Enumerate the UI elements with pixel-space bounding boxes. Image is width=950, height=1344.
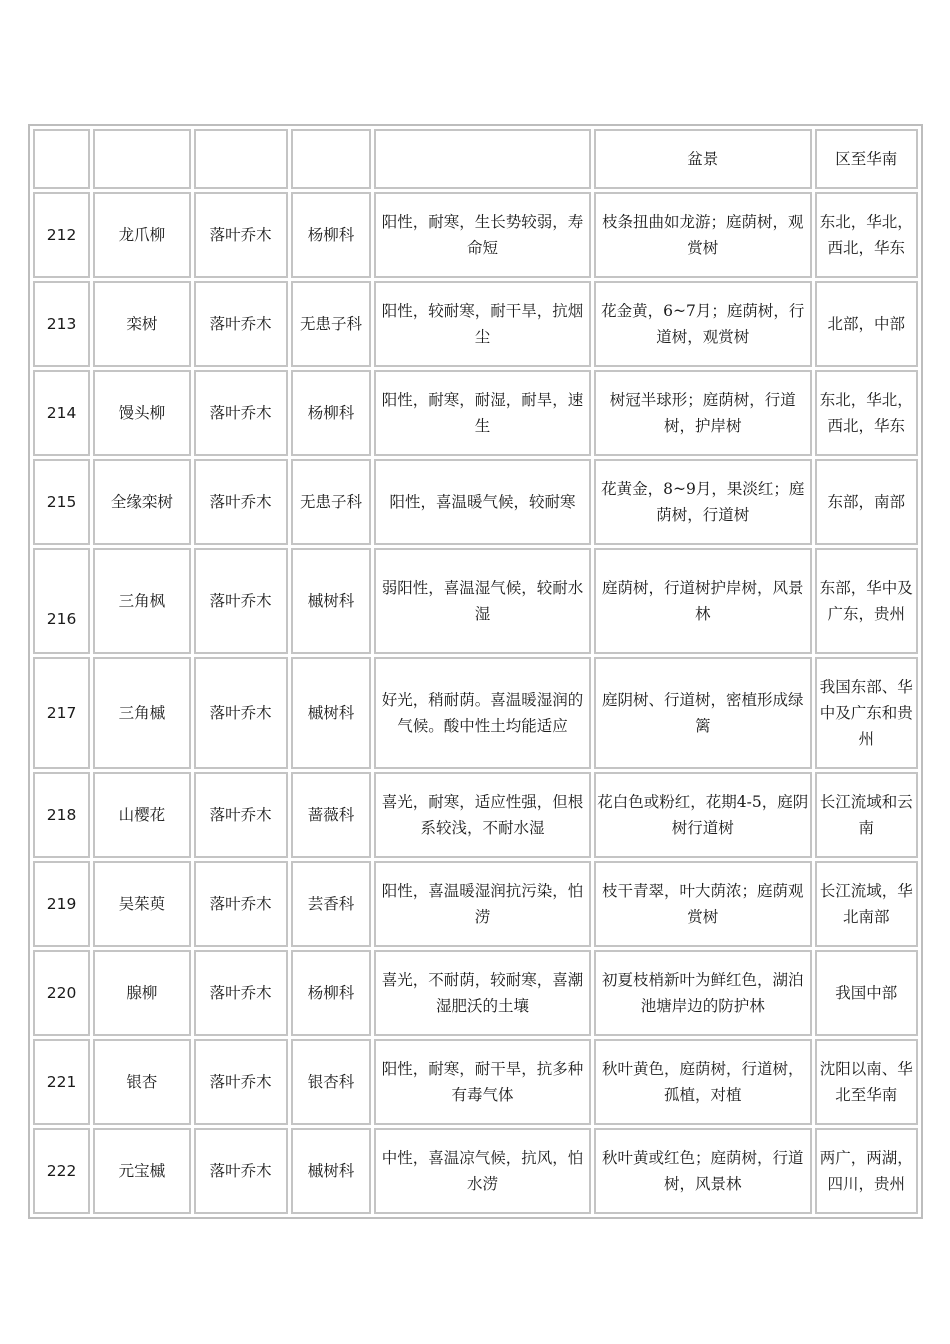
plant-name: 龙爪柳: [93, 192, 190, 278]
plant-table-page: [28, 124, 923, 1219]
plant-use: 花金黄，6~7月；庭荫树，行道树，观赏树: [594, 281, 812, 367]
plant-type: 落叶乔木: [194, 459, 288, 545]
plant-table: [28, 124, 923, 1219]
plant-region: 我国中部: [815, 950, 918, 1036]
header-cell-number: [33, 129, 90, 189]
table-row: [33, 192, 918, 278]
row-number: 212: [33, 192, 90, 278]
plant-habit: 喜光，耐寒，适应性强，但根系较浅，不耐水湿: [374, 772, 591, 858]
row-number: 214: [33, 370, 90, 456]
plant-type: 落叶乔木: [194, 192, 288, 278]
plant-use: 秋叶黄或红色；庭荫树，行道树，风景林: [594, 1128, 812, 1214]
header-cell-use: 盆景: [594, 129, 812, 189]
plant-habit: 中性，喜温凉气候，抗风，怕水涝: [374, 1128, 591, 1214]
plant-type: 落叶乔木: [194, 950, 288, 1036]
plant-region: 我国东部、华中及广东和贵州: [815, 657, 918, 769]
plant-family: 芸香科: [291, 861, 371, 947]
plant-region: 东北，华北，西北，华东: [815, 370, 918, 456]
plant-use: 树冠半球形；庭荫树，行道树，护岸树: [594, 370, 812, 456]
header-cell-family: [291, 129, 371, 189]
table-row: [33, 950, 918, 1036]
row-number: 219: [33, 861, 90, 947]
plant-use: 庭荫树，行道树护岸树，风景林: [594, 548, 812, 654]
plant-name: 栾树: [93, 281, 190, 367]
plant-use: 初夏枝梢新叶为鲜红色，湖泊池塘岸边的防护林: [594, 950, 812, 1036]
plant-habit: 阳性，耐寒，耐湿，耐旱，速生: [374, 370, 591, 456]
plant-type: 落叶乔木: [194, 861, 288, 947]
plant-region: 北部，中部: [815, 281, 918, 367]
plant-type: 落叶乔木: [194, 1039, 288, 1125]
plant-family: 杨柳科: [291, 950, 371, 1036]
plant-type: 落叶乔木: [194, 281, 288, 367]
table-row: [33, 772, 918, 858]
plant-name: 腺柳: [93, 950, 190, 1036]
plant-family: 槭树科: [291, 657, 371, 769]
table-header-row: [33, 129, 918, 189]
row-number: 215: [33, 459, 90, 545]
plant-region: 长江流域和云南: [815, 772, 918, 858]
plant-name: 馒头柳: [93, 370, 190, 456]
plant-family: 杨柳科: [291, 192, 371, 278]
plant-family: 槭树科: [291, 548, 371, 654]
plant-use: 花白色或粉红，花期4-5，庭阴树行道树: [594, 772, 812, 858]
plant-family: 杨柳科: [291, 370, 371, 456]
table-row: [33, 459, 918, 545]
plant-habit: 喜光，不耐荫，较耐寒，喜潮湿肥沃的土壤: [374, 950, 591, 1036]
plant-type: 落叶乔木: [194, 772, 288, 858]
plant-name: 三角槭: [93, 657, 190, 769]
plant-use: 枝条扭曲如龙游；庭荫树，观赏树: [594, 192, 812, 278]
header-cell-type: [194, 129, 288, 189]
plant-region: 长江流域，华北南部: [815, 861, 918, 947]
table-row: [33, 861, 918, 947]
header-cell-habit: [374, 129, 591, 189]
row-number: 218: [33, 772, 90, 858]
row-number: 216: [33, 548, 90, 654]
header-cell-region: 区至华南: [815, 129, 918, 189]
plant-family: 无患子科: [291, 459, 371, 545]
row-number: 221: [33, 1039, 90, 1125]
table-row: [33, 548, 918, 654]
plant-type: 落叶乔木: [194, 548, 288, 654]
plant-type: 落叶乔木: [194, 370, 288, 456]
plant-habit: 弱阳性，喜温湿气候，较耐水湿: [374, 548, 591, 654]
plant-region: 沈阳以南、华北至华南: [815, 1039, 918, 1125]
plant-use: 花黄金，8~9月，果淡红；庭荫树，行道树: [594, 459, 812, 545]
row-number: 220: [33, 950, 90, 1036]
plant-use: 枝干青翠，叶大荫浓；庭荫观赏树: [594, 861, 812, 947]
plant-name: 三角枫: [93, 548, 190, 654]
plant-name: 元宝槭: [93, 1128, 190, 1214]
plant-region: 两广，两湖，四川，贵州: [815, 1128, 918, 1214]
table-row: [33, 1039, 918, 1125]
plant-name: 吴茱萸: [93, 861, 190, 947]
plant-family: 无患子科: [291, 281, 371, 367]
row-number: 217: [33, 657, 90, 769]
plant-habit: 阳性，耐寒，耐干旱，抗多种有毒气体: [374, 1039, 591, 1125]
table-row: [33, 657, 918, 769]
row-number: 213: [33, 281, 90, 367]
plant-use: 秋叶黄色，庭荫树，行道树，孤植，对植: [594, 1039, 812, 1125]
plant-family: 槭树科: [291, 1128, 371, 1214]
plant-family: 蔷薇科: [291, 772, 371, 858]
plant-region: 东部，华中及广东，贵州: [815, 548, 918, 654]
plant-type: 落叶乔木: [194, 1128, 288, 1214]
plant-habit: 阳性，喜温暖湿润抗污染，怕涝: [374, 861, 591, 947]
plant-name: 山樱花: [93, 772, 190, 858]
plant-region: 东北，华北，西北，华东: [815, 192, 918, 278]
table-row: [33, 1128, 918, 1214]
plant-habit: 阳性，耐寒，生长势较弱，寿命短: [374, 192, 591, 278]
plant-use: 庭阴树、行道树，密植形成绿篱: [594, 657, 812, 769]
header-cell-name: [93, 129, 190, 189]
table-row: [33, 370, 918, 456]
plant-region: 东部，南部: [815, 459, 918, 545]
plant-habit: 好光，稍耐荫。喜温暖湿润的气候。酸中性土均能适应: [374, 657, 591, 769]
row-number: 222: [33, 1128, 90, 1214]
plant-name: 全缘栾树: [93, 459, 190, 545]
plant-habit: 阳性，较耐寒，耐干旱，抗烟尘: [374, 281, 591, 367]
plant-family: 银杏科: [291, 1039, 371, 1125]
plant-habit: 阳性，喜温暖气候，较耐寒: [374, 459, 591, 545]
plant-type: 落叶乔木: [194, 657, 288, 769]
table-row: [33, 281, 918, 367]
plant-name: 银杏: [93, 1039, 190, 1125]
